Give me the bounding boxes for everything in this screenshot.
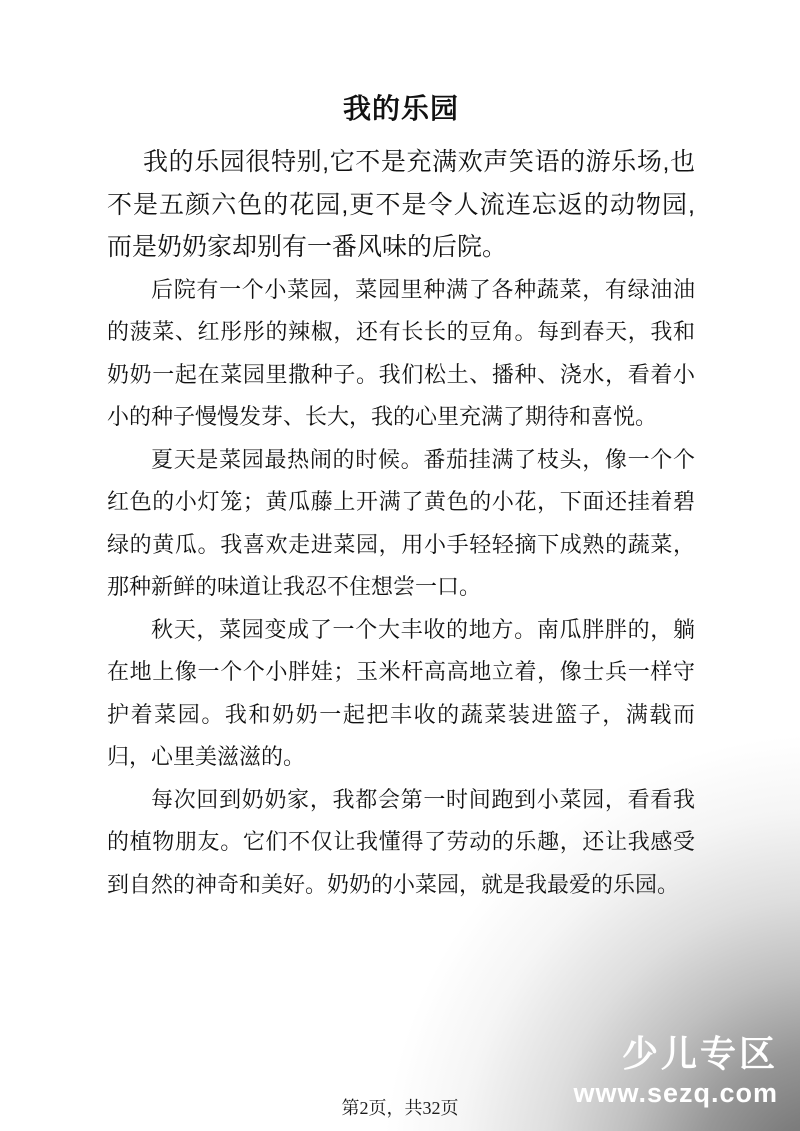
essay-paragraph-2: 后院有一个小菜园，菜园里种满了各种蔬菜，有绿油油的菠菜、红彤彤的辣椒，还有长长的豆角。每到春天，我和奶奶一起在菜园里撒种子。我们松土、播种、浇水，看着小小的种子慢慢发芽、长大，我的心里充满了期待和喜悦。 <box>107 276 695 429</box>
essay-paragraph-1: 我的乐园很特别,它不是充满欢声笑语的游乐场,也不是五颜六色的花园,更不是令人流连忘返的动物园,而是奶奶家却别有一番风味的后院。 <box>107 148 695 261</box>
watermark <box>573 1033 778 1108</box>
essay-paragraph-4: 秋天，菜园变成了一个大丰收的地方。南瓜胖胖的，躺在地上像一个个小胖娃；玉米杆高高地立着，像士兵一样守护着菜园。我和奶奶一起把丰收的蔬菜装进篮子，满载而归，心里美滋滋的。 <box>107 616 695 769</box>
essay-paragraph-3: 夏天是菜园最热闹的时候。番茄挂满了枝头，像一个个红色的小灯笼；黄瓜藤上开满了黄色的小花，下面还挂着碧绿的黄瓜。我喜欢走进菜园，用小手轻轻摘下成熟的蔬菜，那种新鲜的味道让我忍不住想尝一口。 <box>107 446 695 599</box>
watermark-url: www.sezq.com <box>573 1078 778 1108</box>
essay-content <box>107 0 695 906</box>
essay-title: 我的乐园 <box>342 93 459 124</box>
page-number-footer: 第2页，共32页 <box>341 1098 459 1118</box>
essay-paragraph-5: 每次回到奶奶家，我都会第一时间跑到小菜园，看看我的植物朋友。它们不仅让我懂得了劳动的乐趣，还让我感受到自然的神奇和美好。奶奶的小菜园，就是我最爱的乐园。 <box>107 786 695 897</box>
essay-body <box>107 141 695 906</box>
watermark-brand: 少儿专区 <box>621 1033 778 1074</box>
